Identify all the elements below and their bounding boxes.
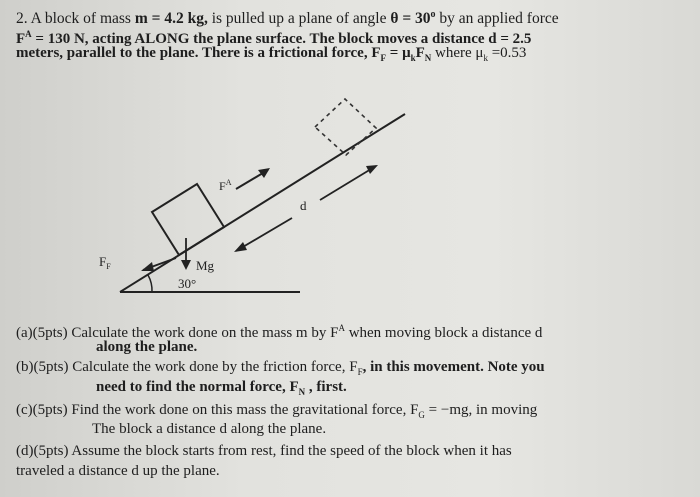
- dashed-block-final: [315, 99, 376, 155]
- angle-label: 30°: [178, 276, 197, 291]
- mass-value: m = 4.2 kg,: [134, 10, 208, 28]
- fa-arrowhead-icon: [258, 168, 270, 178]
- text: where μ: [431, 45, 484, 61]
- sub: F: [357, 367, 363, 377]
- sub: F: [380, 53, 387, 63]
- sub: N: [424, 53, 432, 63]
- mg-label: Mg: [196, 258, 215, 273]
- incline-line: [120, 114, 405, 292]
- text: (b)(5pts) Calculate the work done by the friction force, F: [16, 359, 358, 375]
- sub: k: [483, 53, 488, 63]
- question-a-line-2: along the plane.: [96, 339, 198, 355]
- sup: A: [338, 323, 345, 333]
- text: , in this movement. Note you: [362, 359, 545, 375]
- fa-label: $F^A$: [219, 178, 232, 193]
- text: = −mg, in moving: [424, 402, 538, 418]
- question-b-line-2: [96, 378, 347, 401]
- question-c-line-2: The block a distance d along the plane.: [92, 421, 327, 437]
- question-d-line-1: (d)(5pts) Assume the block starts from rest, find the speed of the block when it has: [16, 443, 512, 459]
- sub: G: [418, 410, 425, 420]
- question-d-line-2: traveled a distance d up the plane.: [16, 463, 220, 479]
- mu-value: =0.53: [487, 45, 527, 61]
- question-a-line-1: [16, 319, 542, 342]
- text: 2. A block of mass: [16, 10, 135, 28]
- text: , first.: [305, 379, 347, 395]
- degree-sup: o: [430, 9, 436, 20]
- d-arrow-upper: [320, 166, 376, 200]
- text: when moving block a distance d: [344, 325, 543, 341]
- fa-sup: A: [25, 29, 32, 39]
- d-arrowhead-upper-icon: [366, 165, 378, 174]
- angle-arc: [148, 275, 152, 292]
- block: [152, 184, 224, 255]
- distance-value: d = 2.5: [488, 31, 532, 47]
- d-label: d: [300, 198, 307, 213]
- ff-label: $F_F$: [99, 254, 111, 271]
- text: need to find the normal force, F: [96, 379, 299, 395]
- gravity-arrowhead-icon: [181, 260, 191, 270]
- sub: N: [298, 387, 306, 397]
- sub: k: [410, 53, 416, 63]
- text: = μ: [386, 45, 411, 61]
- friction-arrowhead-icon: [141, 262, 154, 271]
- text: (c)(5pts) Find the work done on this mass the gravitational force, F: [16, 402, 419, 418]
- text: by an applied force: [435, 10, 559, 28]
- text: is pulled up a plane of angle: [207, 10, 391, 28]
- text: meters, parallel to the plane. There is a frictional force, F: [16, 45, 381, 61]
- text: = 130 N, acting ALONG the plane surface. The block moves a distance: [31, 31, 489, 47]
- angle-value: θ = 30: [390, 10, 431, 28]
- fa-symbol: F: [16, 31, 26, 47]
- text: (a)(5pts) Calculate the work done on the mass m by F: [16, 325, 339, 341]
- d-arrowhead-lower-icon: [234, 242, 247, 252]
- text: F: [415, 45, 425, 61]
